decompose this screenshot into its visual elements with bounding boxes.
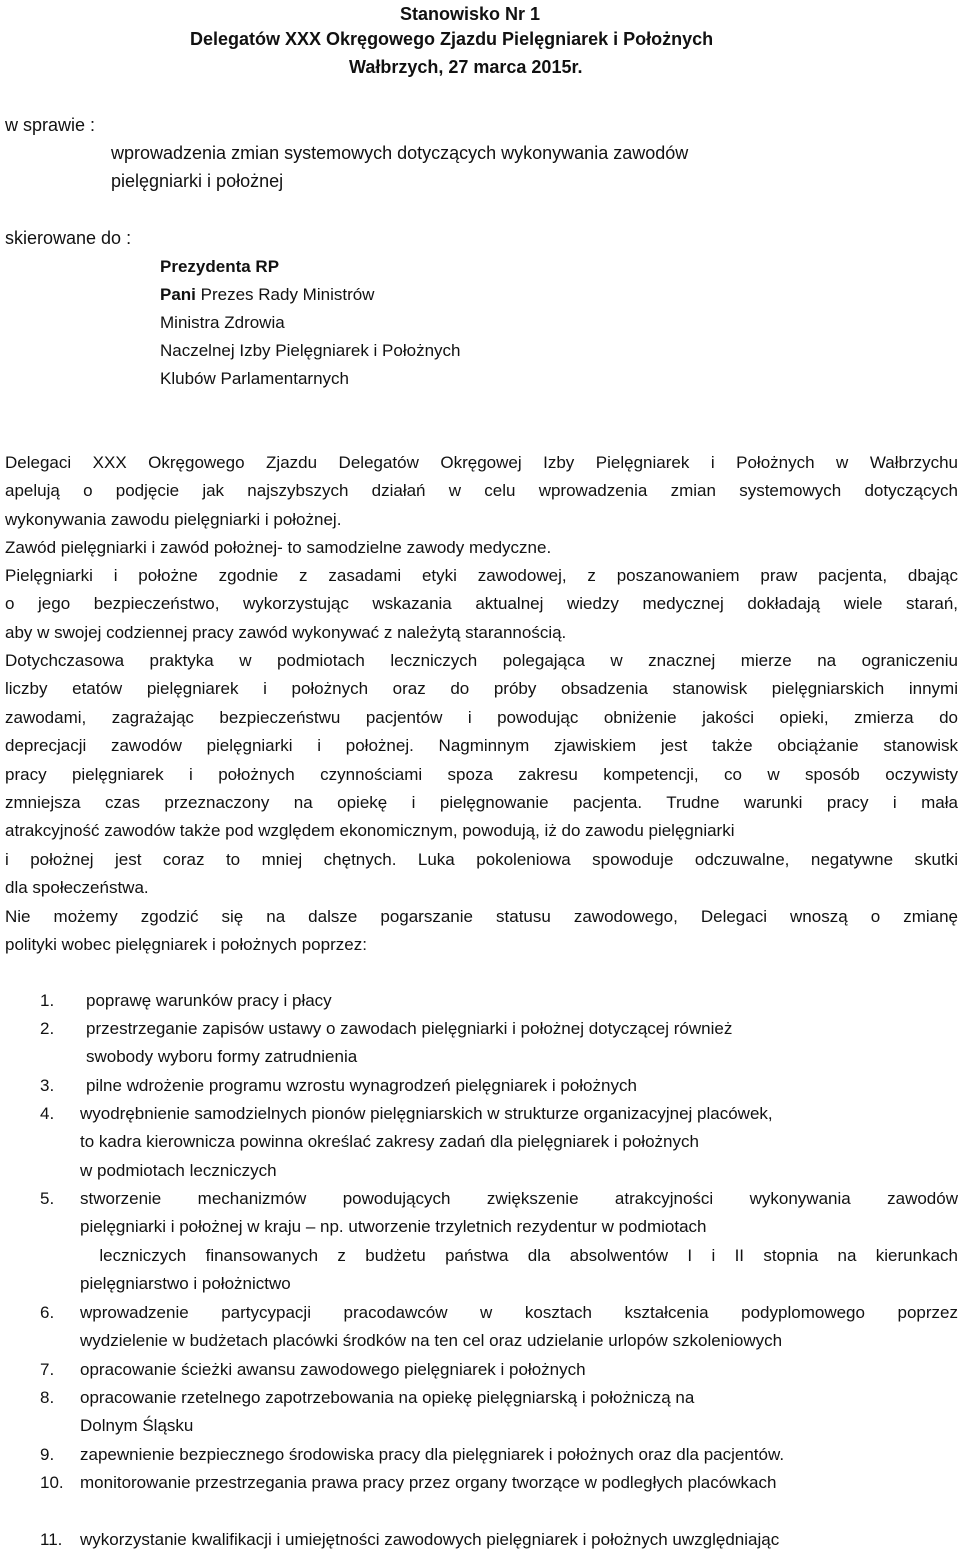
list-item-number: 4. [40,1104,55,1123]
paragraph-ethics: Pielęgniarki i położne zgodnie z zasadami etyki zawodowej, z poszanowaniem praw pacjenta, dbając o jego bezpieczeństwo, wykorzystując wskazania aktualnej wiedzy medycznej dokładają wiele starań, aby w swojej codziennej pracy zawód wykonywać z należytą starannością. [5,566,958,642]
header-line-3: Wałbrzych, 27 marca 2015r. [349,57,583,77]
list-item: wprowadzenie partycypacji pracodawców w kosztach kształcenia podyplomowego poprzez wydzielenie w budżetach placówki środków na ten cel oraz udzielanie urlopów szkoleniowych [80,1303,958,1351]
paragraph-practice: Dotychczasowa praktyka w podmiotach leczniczych polegająca w znacznej mierze na ograniczeniu liczby etatów pielęgniarek i położnych oraz do próby obsadzenia stanowisk pielęgniarskich innymi zawodami, zagrażając bezpieczeństwu pacjentów i powodując obniżenie jakości opieki, zmierza do deprecjacji zawodów pielęgniarki i położnej. Nagminnym zjawiskiem jest także obciążanie stanowisk pracy pielęgniarek i położnych czynnościami spoza zakresu kompetencji, co w sposób oczywisty zmniejsza czas przeznaczony na opiekę i pielęgnowanie pacjenta. Trudne warunki pracy i mała atrakcyjność zawodów także pod względem ekonomicznym, powodują, iż do zawodu pielęgniarki i położnej jest coraz to mniej chętnych. Luka pokoleniowa spowoduje odczuwalne, negatywne skutki dla społeczeństwa. [5,651,958,898]
paragraph-demands-intro: Nie możemy zgodzić się na dalsze pogarszanie statusu zawodowego, Delegaci wnoszą o zmianę polityki wobec pielęgniarek i położnych poprzez: [5,907,958,955]
list-item-number: 10. [40,1473,64,1492]
list-item-number: 2. [40,1019,55,1038]
paragraph-profession: Zawód pielęgniarki i zawód położnej- to samodzielne zawody medyczne. [5,538,552,557]
list-item: poprawę warunków pracy i płacy [86,991,332,1010]
list-item-number: 7. [40,1360,55,1379]
subject-line-1: wprowadzenia zmian systemowych dotyczących wykonywania zawodów [111,143,689,163]
header-line-1: Stanowisko Nr 1 [400,4,541,24]
list-item-number: 1. [40,991,55,1010]
addressee-item: Klubów Parlamentarnych [160,369,349,388]
paragraph-appeal: Delegaci XXX Okręgowego Zjazdu Delegatów Okręgowej Izby Pielęgniarek i Położnych w Wałbrzychu apelują o podjęcie jak najszybszych działań w celu wprowadzenia zmian systemowych dotyczących wykonywania zawodu pielęgniarki i położnej. [5,453,958,529]
addressee-item: Ministra Zdrowia [160,313,285,332]
list-item: pilne wdrożenie programu wzrostu wynagrodzeń pielęgniarek i położnych [86,1076,637,1095]
list-item-number: 5. [40,1189,55,1208]
addressee-item: Pani Prezes Rady Ministrów [160,285,375,304]
list-item: stworzenie mechanizmów powodujących zwiększenie atrakcyjności wykonywania zawodów pielęgniarki i położnej w kraju – np. utworzenie trzyletnich rezydentur w podmiotach leczniczych finansowanych z budżetu państwa dla absolwentów I i II stopnia na kierunkach pielęgniarstwo i położnictwo [80,1189,958,1294]
list-item: zapewnienie bezpiecznego środowiska pracy dla pielęgniarek i położnych oraz dla pacjentów. [80,1445,785,1464]
list-item: opracowanie rzetelnego zapotrzebowania na opiekę pielęgniarską i położniczą na Dolnym Śląsku [80,1388,695,1436]
addressees-label: skierowane do : [5,228,132,248]
list-item-number: 11. [40,1530,63,1549]
list-item: wykorzystanie kwalifikacji i umiejętności zawodowych pielęgniarek i położnych uwzględniając [80,1530,780,1549]
list-item-number: 8. [40,1388,55,1407]
addressee-item: Prezydenta RP [160,257,280,276]
list-item-number: 6. [40,1303,55,1322]
subject-label: w sprawie : [5,115,96,135]
list-item: przestrzeganie zapisów ustawy o zawodach pielęgniarki i położnej dotyczącej również swobody wyboru formy zatrudnienia [86,1019,733,1067]
list-item: wyodrębnienie samodzielnych pionów pielęgniarskich w strukturze organizacyjnej placówek, to kadra kierownicza powinna określać zakresy zadań dla pielęgniarek i położnych w podmiotach leczniczych [80,1104,773,1180]
header-line-2: Delegatów XXX Okręgowego Zjazdu Pielęgniarek i Położnych [190,29,714,49]
list-item: opracowanie ścieżki awansu zawodowego pielęgniarek i położnych [80,1360,586,1379]
addressee-item: Naczelnej Izby Pielęgniarek i Położnych [160,341,461,360]
list-item-number: 9. [40,1445,55,1464]
list-item-number: 3. [40,1076,55,1095]
list-item: monitorowanie przestrzegania prawa pracy przez organy tworzące w podległych placówkach [80,1473,777,1492]
subject-line-2: pielęgniarki i położnej [111,171,284,191]
